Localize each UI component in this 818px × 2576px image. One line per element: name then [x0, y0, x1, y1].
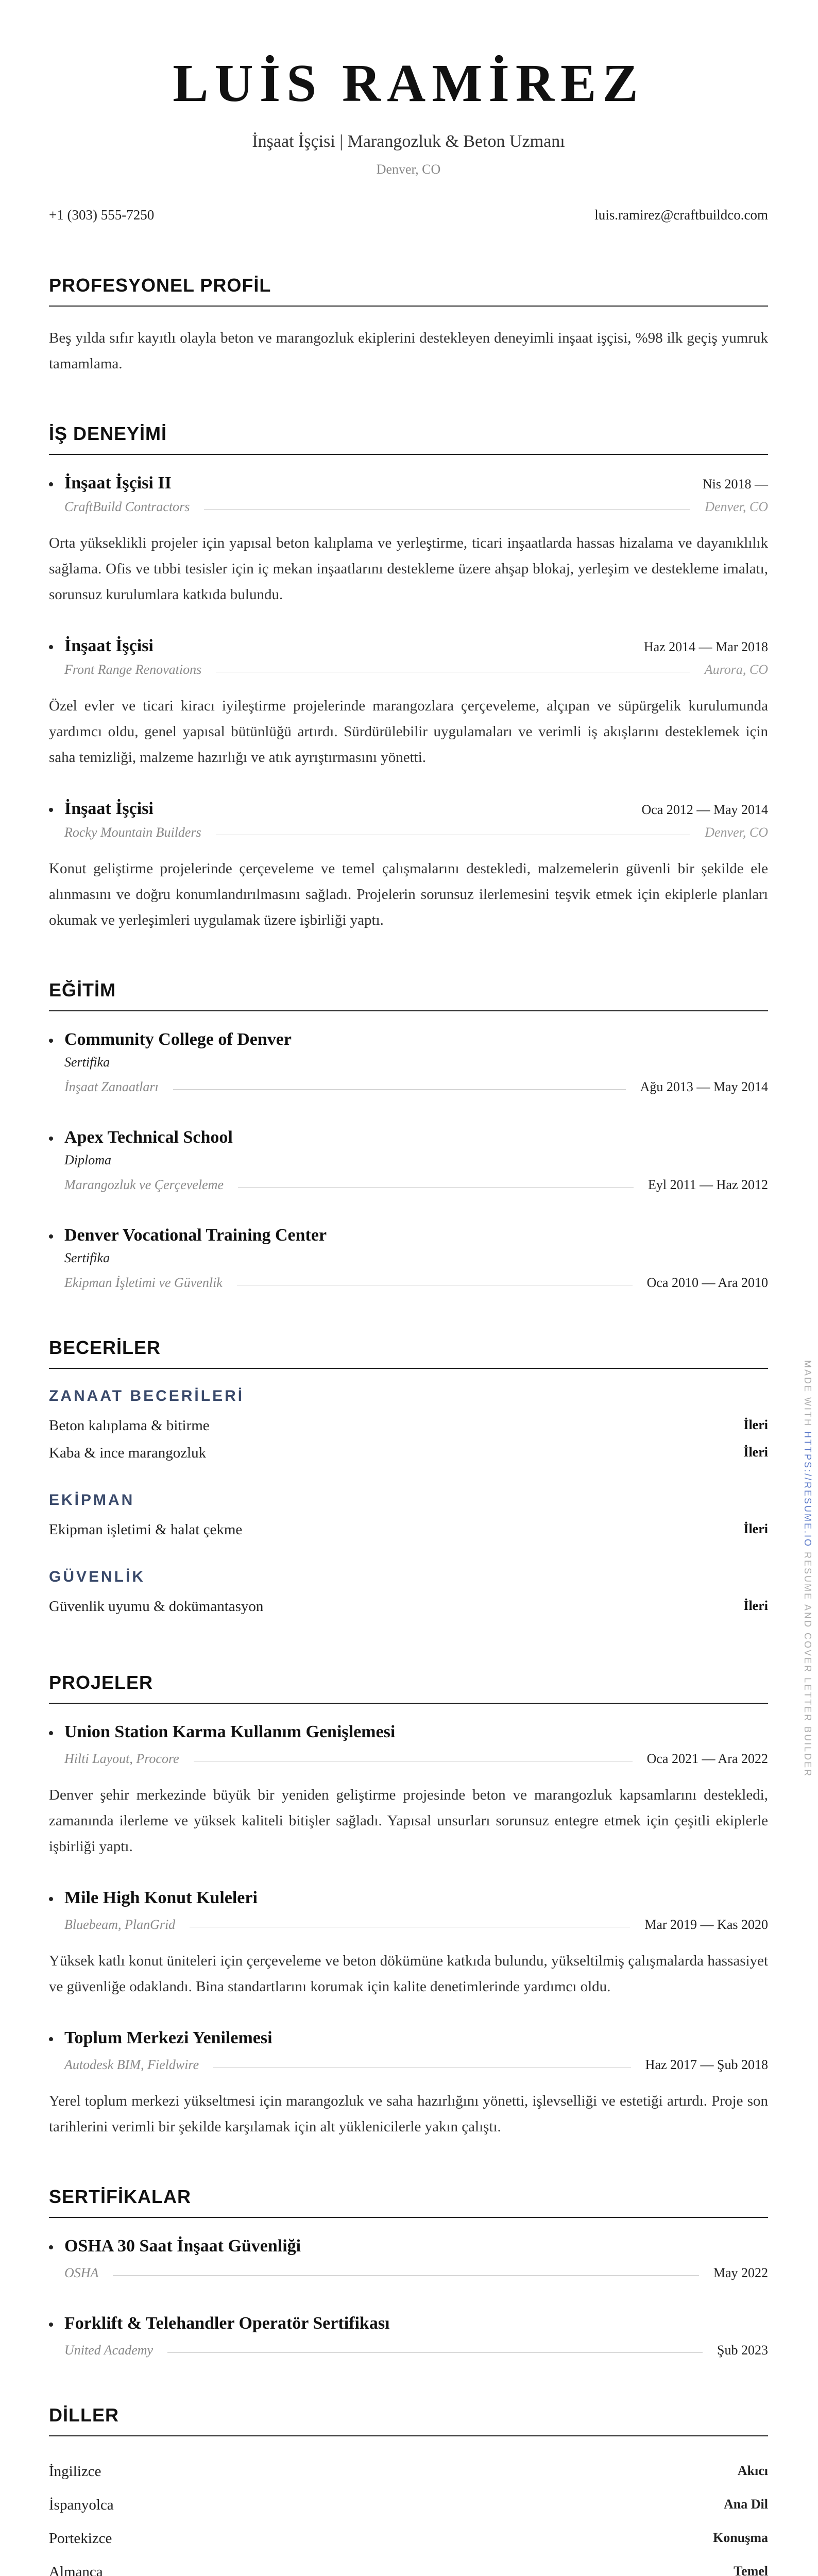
- profile-text: Beş yılda sıfır kayıtlı olayla beton ve marangozluk ekiplerini destekleyen deneyimli inşaat işçisi, %98 ilk geçiş yumruk tamamlama.: [49, 330, 768, 372]
- education-entry: [49, 1226, 768, 1291]
- certification-date: Şub 2023: [717, 2343, 768, 2358]
- experience-entry: [49, 799, 768, 933]
- certification-name: Forklift & Telehandler Operatör Sertifikası: [49, 2314, 390, 2333]
- builder-watermark: [802, 1360, 813, 1777]
- skill-row: [49, 1439, 768, 1467]
- school-name: Apex Technical School: [49, 1128, 233, 1147]
- skill-row: [49, 1412, 768, 1439]
- skill-level: İleri: [743, 1445, 768, 1460]
- job-company: Rocky Mountain Builders: [64, 825, 201, 840]
- skill-name: Güvenlik uyumu & dokümantasyon: [49, 1598, 264, 1615]
- job-date: Nis 2018 —: [702, 477, 768, 492]
- certification-date: May 2022: [713, 2265, 768, 2280]
- job-role: İnşaat İşçisi: [49, 799, 154, 819]
- divider: [113, 2275, 698, 2276]
- divider: [204, 509, 690, 510]
- degree-type: Sertifika: [64, 1250, 110, 1265]
- candidate-location: Denver, CO: [376, 162, 441, 177]
- phone-number[interactable]: +1 (303) 555-7250: [49, 207, 155, 223]
- skill-category: GÜVENLİK: [49, 1568, 146, 1585]
- education-entry: [49, 1128, 768, 1193]
- school-name: Denver Vocational Training Center: [49, 1226, 327, 1245]
- watermark-prefix: MADE WITH: [803, 1360, 813, 1431]
- job-company: Front Range Renovations: [64, 662, 202, 677]
- job-role: İnşaat İşçisi: [49, 636, 154, 656]
- section-title: SERTİFİKALAR: [49, 2186, 768, 2218]
- certification-entry: [49, 2314, 768, 2358]
- divider: [238, 1187, 634, 1188]
- skill-category: EKİPMAN: [49, 1492, 135, 1509]
- certification-name: OSHA 30 Saat İnşaat Güvenliği: [49, 2236, 301, 2256]
- job-location: Denver, CO: [705, 825, 768, 840]
- language-name: Portekizce: [49, 2530, 112, 2547]
- candidate-name: LUİS RAMİREZ: [173, 54, 644, 113]
- certifications-section: [49, 2186, 768, 2358]
- divider: [167, 2352, 703, 2353]
- job-description: Orta yükseklikli projeler için yapısal beton kalıplama ve yerleştirme, ticari inşaatlarda hassas hizalama ve dayanıklılık sağlama. Ofis ve tıbbi tesisler için iç mekan inşaatlarını destekleme üzere ahşap blokaj, yerleşim ve destekleme imalatı, sorunsuz kurulumlara katkıda bulundu.: [49, 535, 768, 603]
- project-tools: Autodesk BIM, Fieldwire: [64, 2057, 199, 2072]
- project-entry: [49, 1722, 768, 1859]
- skill-level: İleri: [743, 1598, 768, 1613]
- education-date: Eyl 2011 — Haz 2012: [648, 1177, 768, 1192]
- language-row: [49, 2555, 768, 2576]
- skill-level: İleri: [743, 1521, 768, 1536]
- project-name: Union Station Karma Kullanım Genişlemesi: [49, 1722, 395, 1742]
- certification-entry: [49, 2236, 768, 2281]
- section-title: PROFESYONEL PROFİL: [49, 275, 768, 307]
- watermark-link[interactable]: HTTPS://RESUME.IO: [803, 1431, 813, 1548]
- section-title: BECERİLER: [49, 1337, 768, 1369]
- experience-entry: [49, 636, 768, 770]
- experience-entry: [49, 473, 768, 607]
- degree-type: Diploma: [64, 1153, 111, 1167]
- skill-row: [49, 1593, 768, 1620]
- language-level: Temel: [734, 2564, 768, 2576]
- project-name: Mile High Konut Kuleleri: [49, 1888, 258, 1908]
- languages-section: [49, 2404, 768, 2576]
- job-role: İnşaat İşçisi II: [49, 473, 172, 493]
- language-name: İspanyolca: [49, 2497, 114, 2513]
- job-description: Konut geliştirme projelerinde çerçeveleme ve temel çalışmalarını destekledi, malzemelerin güvenli bir şekilde ele alınmasını ve doğru konumlandırılmasını sağladı. Projelerin sorunsuz ilerlemesini teşvik etmek için ekiplerle planları okumak ve yerleşimleri uygulamak üzere işbirliği yaptı.: [49, 860, 768, 928]
- skill-category: ZANAAT BECERİLERİ: [49, 1387, 245, 1404]
- skill-name: Ekipman işletimi & halat çekme: [49, 1521, 243, 1538]
- resume-header: [49, 0, 768, 177]
- certification-issuer: OSHA: [64, 2265, 99, 2280]
- project-date: Haz 2017 — Şub 2018: [645, 2057, 768, 2072]
- education-section: [49, 979, 768, 1291]
- project-tools: Bluebeam, PlanGrid: [64, 1917, 176, 1932]
- degree-type: Sertifika: [64, 1055, 110, 1070]
- section-title: EĞİTİM: [49, 979, 768, 1011]
- project-entry: [49, 2028, 768, 2140]
- experience-section: [49, 423, 768, 933]
- resume-page: [49, 0, 768, 2576]
- watermark-suffix: RESUME AND COVER LETTER BUILDER: [803, 1548, 813, 1778]
- education-date: Oca 2010 — Ara 2010: [646, 1275, 768, 1290]
- job-location: Aurora, CO: [704, 662, 768, 677]
- project-name: Toplum Merkezi Yenilemesi: [49, 2028, 272, 2048]
- certification-issuer: United Academy: [64, 2343, 154, 2358]
- project-date: Mar 2019 — Kas 2020: [644, 1917, 768, 1932]
- language-row: [49, 2522, 768, 2555]
- language-level: Konuşma: [713, 2530, 768, 2545]
- contact-row: [49, 207, 768, 223]
- project-description: Denver şehir merkezinde büyük bir yeniden geliştirme projesinde beton ve marangozluk kapsamlarını destekledi, zamanında ilerleme ve yüksek kaliteli bitişler sağladı. Yapısal unsurları sorunsuz entegre etmek için çeşitli ekiplerle işbirliği yaptı.: [49, 1787, 768, 1855]
- project-entry: [49, 1888, 768, 1999]
- job-description: Özel evler ve ticari kiracı iyileştirme projelerinde marangozlara çerçeveleme, alçıpan ve süpürgelik kurulumunda yardımcı oldu, genel yapısal bütünlüğü artırdı. Sürdürülebilir uygulamaları ve verimli iş akışlarını desteklemek için saha temizliği, malzeme hazırlığı ve atık ayrıştırmasını yönetti.: [49, 698, 768, 766]
- education-entry: [49, 1030, 768, 1095]
- skill-name: Kaba & ince marangozluk: [49, 1445, 207, 1461]
- language-row: [49, 2488, 768, 2522]
- education-date: Ağu 2013 — May 2014: [640, 1079, 768, 1094]
- project-description: Yüksek katlı konut üniteleri için çerçeveleme ve beton dökümüne katkıda bulundu, yükseltilmiş çalışmalarda hassasiyet ve güvenliğe odaklandı. Bina standartlarını korumak için kalite denetimlerinde yardımcı oldu.: [49, 1953, 768, 1995]
- school-name: Community College of Denver: [49, 1030, 292, 1049]
- email-address[interactable]: luis.ramirez@craftbuildco.com: [594, 207, 768, 223]
- language-row: [49, 2455, 768, 2488]
- section-title: DİLLER: [49, 2404, 768, 2436]
- skill-level: İleri: [743, 1417, 768, 1432]
- field-of-study: Marangozluk ve Çerçeveleme: [64, 1177, 224, 1192]
- job-company: CraftBuild Contractors: [64, 499, 190, 514]
- language-name: Almanca: [49, 2564, 103, 2576]
- profile-section: [49, 275, 768, 377]
- job-location: Denver, CO: [705, 499, 768, 514]
- field-of-study: Ekipman İşletimi ve Güvenlik: [64, 1275, 223, 1290]
- project-description: Yerel toplum merkezi yükseltmesi için marangozluk ve saha hazırlığını yönetti, işlevselliği ve estetiği artırdı. Proje son tarihlerini verimli bir şekilde karşılamak için alt yüklenicilerle yakın çalıştı.: [49, 2093, 768, 2135]
- job-date: Haz 2014 — Mar 2018: [643, 639, 768, 654]
- field-of-study: İnşaat Zanaatları: [64, 1079, 159, 1094]
- language-name: İngilizce: [49, 2463, 101, 2480]
- language-level: Ana Dil: [724, 2497, 768, 2512]
- section-title: İŞ DENEYİMİ: [49, 423, 768, 455]
- project-tools: Hilti Layout, Procore: [64, 1751, 179, 1766]
- language-level: Akıcı: [737, 2463, 768, 2478]
- job-date: Oca 2012 — May 2014: [641, 802, 768, 817]
- candidate-title: İnşaat İşçisi | Marangozluk & Beton Uzmanı: [252, 132, 565, 151]
- skill-row: [49, 1516, 768, 1544]
- divider: [173, 1089, 626, 1090]
- section-title: PROJELER: [49, 1672, 768, 1704]
- project-date: Oca 2021 — Ara 2022: [646, 1751, 768, 1766]
- skill-name: Beton kalıplama & bitirme: [49, 1417, 210, 1434]
- skills-section: [49, 1337, 768, 1620]
- projects-section: [49, 1672, 768, 2140]
